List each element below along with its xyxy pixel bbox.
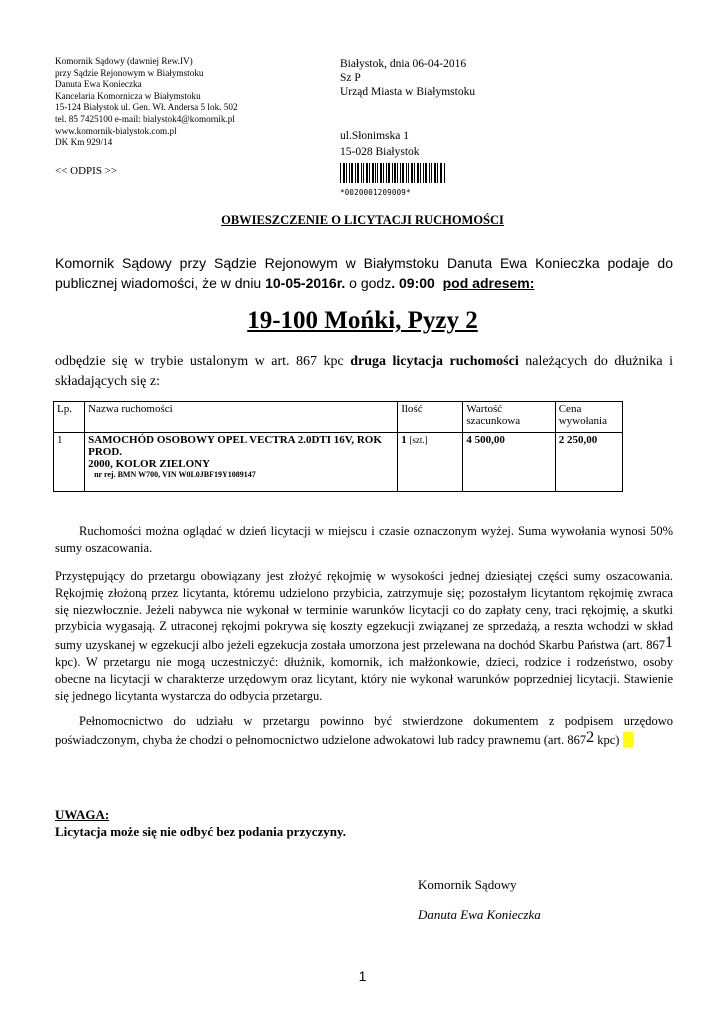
barcode-number: *0020001209009* — [340, 188, 411, 197]
header-line: Kancelaria Komornicza w Białymstoku — [55, 90, 201, 101]
item-details: 2000, KOLOR ZIELONY — [88, 458, 211, 470]
page-number: 1 — [358, 968, 367, 984]
recipient-block — [340, 57, 475, 99]
col-header-name: Nazwa ruchomości — [85, 402, 398, 433]
deposit-paragraph — [55, 568, 673, 704]
intro-text: Komornik Sądowy przy Sądzie Rejonowym w Białymstoku Danuta Ewa Konieczka podaje do publicznej wiadomości, że w dniu — [55, 255, 673, 291]
bailiff-header — [55, 56, 295, 149]
header-line: przy Sądzie Rejonowym w Białymstoku — [55, 67, 204, 78]
date-line: Białystok, dnia 06-04-2016 — [340, 58, 467, 70]
document-title: OBWIESZCZENIE O LICYTACJI RUCHOMOŚCI — [221, 213, 504, 227]
viewing-paragraph: Ruchomości można oglądać w dzień licytacji w miejscu i czasie oznaczonym wyżej. Suma wywołania wynosi 50% sumy oszacowania. — [55, 524, 673, 555]
mode-text: odbędzie się w trybie ustalonym w art. 867 kpc — [55, 354, 351, 369]
copy-label: << ODPIS >> — [55, 165, 118, 177]
recipient-salutation: Sz P — [340, 72, 361, 84]
notice-block — [55, 806, 346, 840]
cell-value: 4 500,00 — [463, 433, 555, 492]
cell-name — [85, 433, 398, 492]
col-header-value: Wartość szacunkowa — [463, 402, 555, 433]
qty-unit: [szt.] — [409, 435, 428, 445]
proxy-paragraph — [55, 713, 673, 749]
recipient-street: ul.Słonimska 1 — [340, 130, 410, 142]
col-header-lp: Lp. — [54, 402, 85, 433]
address-label: pod adresem: — [442, 274, 535, 291]
intro-mid: o godz — [345, 274, 392, 291]
proxy-text-end: kpc) — [594, 732, 620, 747]
header-line: tel. 85 7425100 e-mail: bialystok4@komornik.pl — [55, 113, 235, 124]
barcode — [340, 163, 446, 197]
signature-name: Danuta Ewa Konieczka — [418, 907, 541, 922]
proxy-text: Pełnomocnictwo do udziału w przetargu powinno być stwierdzone dokumentem z podpisem urzędowo poświadczonym, chyba że chodzi o pełnomocnictwo udzielone adwokatowi lub radcy prawnemu (art. 867 — [55, 714, 673, 747]
cell-lp: 1 — [54, 433, 85, 492]
case-number: DK Km 929/14 — [55, 137, 113, 148]
signature-role: Komornik Sądowy — [418, 877, 517, 892]
header-line: Danuta Ewa Konieczka — [55, 79, 142, 90]
recipient-city: 15-028 Białystok — [340, 146, 420, 158]
highlight-mark — [623, 732, 633, 747]
items-table — [53, 401, 623, 492]
auction-address: 19-100 Mońki, Pyzy 2 — [247, 307, 478, 334]
col-header-qty: Ilość — [398, 402, 463, 433]
mode-text-end: należących do dłużnika i składających się z: — [55, 354, 673, 389]
barcode-bars — [340, 163, 446, 183]
deposit-text-end: kpc). W przetargu nie mogą uczestniczyć: dłużnik, komornik, ich małżonkowie, dzieci, rodzice i rodzeństwo, osoby obecne na licytacji w charakterze urzędowym oraz licytant, który nie wykonał warunków poprzedniej licytacji. Stawienie się jednego licytanta wystarcza do odbycia przetargu. — [55, 654, 673, 703]
header-line: www.komornik-bialystok.com.pl — [55, 125, 177, 136]
proxy-superscript: 2 — [586, 728, 595, 746]
table-header-row — [54, 402, 623, 433]
deposit-superscript: 1 — [665, 634, 673, 652]
auction-time: . 09:00 — [391, 274, 435, 291]
deposit-text: Przystępujący do przetargu obowiązany jest złożyć rękojmię w wysokości jednej dziesiątej części sumy oszacowania. Rękojmię złożoną przez licytanta, któremu udzielono przybicia, zatrzymuje się; pozostałym licytantom rękojmię zwraca się niezwłocznie. Jeżeli nabywca nie wykonał w terminie warunków licytacji co do zapłaty ceny, traci rękojmię, a skutki przybicia wygasają. Z utraconej rękojmi pokrywa się koszty egzekucji związanej ze sprzedażą, a reszta wchodzi w skład sumy uzyskanej w egzekucji albo jeżeli egzekucja została umorzona jest przelewana na dochód Skarbu Państwa (art. 867 — [55, 569, 673, 653]
recipient-name: Urząd Miasta w Białymstoku — [340, 86, 476, 98]
cell-price: 2 250,00 — [555, 433, 622, 492]
auction-date: 10-05-2016r. — [265, 274, 346, 291]
qty-value: 1 — [401, 434, 407, 446]
auction-mode-paragraph — [55, 352, 673, 391]
header-line: Komornik Sądowy (dawniej Rew.IV) — [55, 56, 193, 66]
item-registration: nr rej. BMN W700, VIN W0L0JBF19Y1089147 — [94, 470, 256, 479]
notice-text: Licytacja może się nie odbyć bez podania przyczyny. — [55, 824, 347, 839]
auction-type: druga licytacja ruchomości — [350, 354, 519, 369]
recipient-address — [340, 128, 420, 160]
signature-block — [418, 870, 541, 930]
table-row — [54, 433, 623, 492]
header-line: 15-124 Białystok ul. Gen. Wł. Andersa 5 lok. 502 — [55, 102, 238, 113]
cell-qty — [398, 433, 463, 492]
col-header-price: Cena wywołania — [555, 402, 622, 433]
intro-paragraph — [55, 254, 673, 293]
notice-title: UWAGA: — [55, 807, 110, 822]
item-name: SAMOCHÓD OSOBOWY OPEL VECTRA 2.0DTI 16V, ROK PROD. — [88, 434, 382, 458]
